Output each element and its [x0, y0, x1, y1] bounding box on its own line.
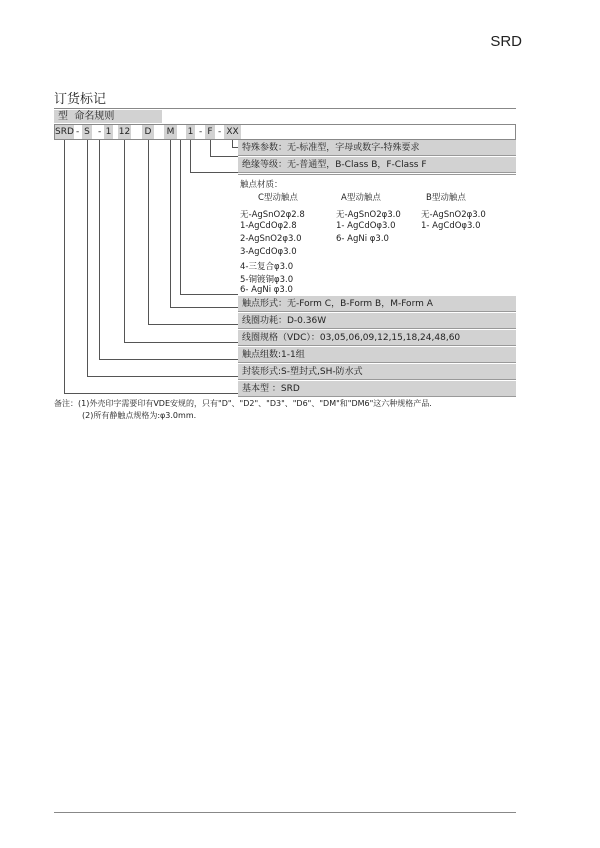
c-type-item: 5-铜镀铜φ3.0 [240, 275, 294, 285]
connector-line [190, 140, 191, 173]
code-part-xx: XX [224, 125, 241, 139]
code-sep: - [76, 127, 80, 137]
code-part-d: D [142, 125, 154, 139]
connector-line [64, 393, 238, 394]
insulation-class-bar: 绝缘等级：无-普通型，B-Class B，F-Class F [238, 157, 516, 173]
contact-groups-bar: 触点组数:1-1组 [238, 347, 516, 363]
c-type-item: 无-AgSnO2φ2.8 [240, 210, 305, 220]
code-part-s: S [82, 125, 92, 139]
code-part-1: 1 [105, 127, 112, 137]
connector-line [170, 307, 238, 308]
code-part-m: M [164, 125, 177, 139]
contact-form-bar: 触点形式：无-Form C，B-Form B，M-Form A [238, 296, 516, 312]
a-type-item: 无-AgSnO2φ3.0 [336, 210, 401, 220]
code-sep: - [98, 127, 102, 137]
connector-line [180, 140, 181, 295]
note-line-2: (2)所有静触点规格为:φ3.0mm. [82, 411, 197, 420]
b-type-item: 1- AgCdOφ3.0 [421, 221, 481, 231]
a-type-item: 6- AgNi φ3.0 [336, 234, 389, 244]
connector-line [124, 342, 238, 343]
c-type-item: 2-AgSnO2φ3.0 [240, 234, 302, 244]
connector-line [99, 359, 238, 360]
a-type-item: 1- AgCdOφ3.0 [336, 221, 396, 231]
code-part-srd: SRD [55, 127, 74, 137]
c-type-header: C型动触点 [258, 193, 298, 203]
code-part-12: 12 [118, 127, 131, 137]
note-line-1: 备注：(1)外壳印字需要印有VDE安规的，只有"D"、"D2"、"D3"、"D6"、"DM"和"DM6"这六种规格产品. [54, 399, 432, 408]
title-rule [54, 108, 516, 109]
footer-rule [54, 812, 516, 813]
connector-line [180, 294, 238, 295]
connector-line [190, 172, 238, 173]
code-part-1b: 1 [187, 127, 194, 137]
c-type-item: 6- AgNi φ3.0 [240, 285, 293, 295]
connector-line [124, 140, 125, 343]
connector-line [99, 140, 100, 360]
connector-line [87, 140, 88, 377]
connector-line [170, 140, 171, 308]
base-type-bar: 基本型 ：SRD [238, 381, 516, 397]
subtitle-text: 型 命名规则 [58, 111, 115, 122]
materials-title: 触点材质： [240, 180, 283, 190]
connector-line [64, 140, 65, 394]
package-type-bar: 封装形式:S-塑封式,SH-防水式 [238, 364, 516, 380]
c-type-item: 4-三复合φ3.0 [240, 262, 294, 272]
a-type-header: A型动触点 [341, 193, 381, 203]
c-type-item: 1-AgCdOφ2.8 [240, 221, 297, 231]
connector-line [87, 376, 238, 377]
special-params-bar: 特殊参数：无-标准型，字母或数字-特殊要求 [238, 140, 516, 156]
coil-power-bar: 线圈功耗：D-0.36W [238, 313, 516, 329]
connector-line [210, 156, 238, 157]
connector-line [148, 324, 238, 325]
connector-line [148, 140, 149, 325]
section-title: 订货标记 [54, 92, 107, 107]
code-sep: - [199, 127, 203, 137]
brand-label: SRD [490, 33, 522, 50]
connector-line [210, 140, 211, 157]
coil-spec-bar: 线圈规格（VDC）：03,05,06,09,12,15,18,24,48,60 [238, 330, 516, 346]
c-type-item: 3-AgCdOφ3.0 [240, 247, 297, 257]
b-type-header: B型动触点 [426, 193, 466, 203]
contact-materials-box [238, 174, 516, 294]
code-sep: - [218, 127, 222, 137]
code-part-f: F [205, 125, 215, 139]
b-type-item: 无-AgSnO2φ3.0 [421, 210, 486, 220]
